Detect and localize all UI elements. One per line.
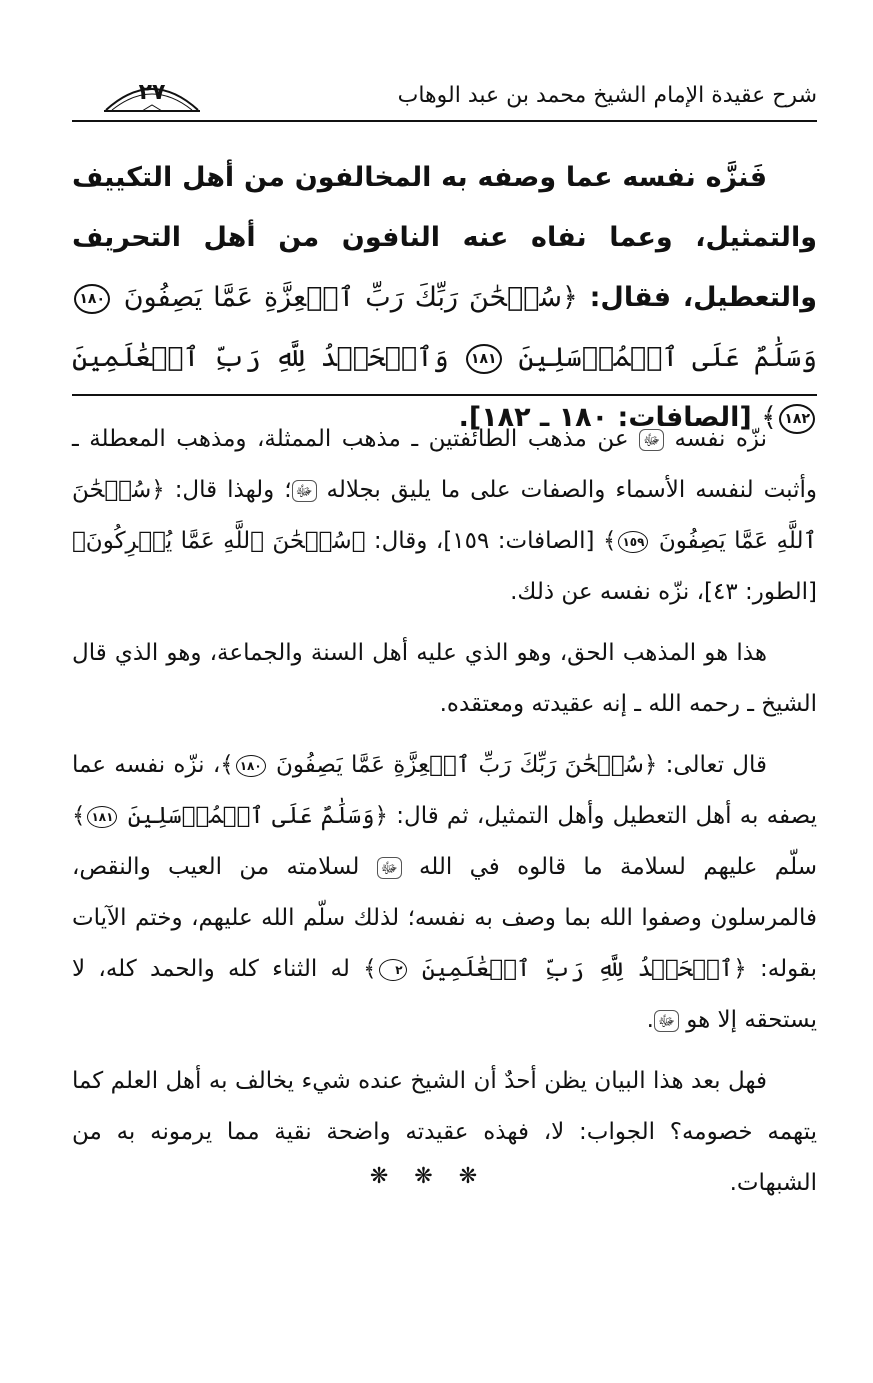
header-rule: [72, 120, 817, 122]
ayah-number-180: ١٨٠: [74, 284, 110, 314]
commentary-paragraph-3: [72, 740, 817, 1046]
honorific-glyph: ﷻ: [639, 429, 664, 451]
text-run: .: [646, 1007, 654, 1033]
ayah-number-2: ٢: [379, 959, 407, 981]
commentary-text: [72, 414, 817, 1219]
text-run: قال تعالى:: [665, 752, 768, 778]
honorific-glyph: ﷻ: [292, 480, 317, 502]
ayah-number-180: ١٨٠: [236, 755, 266, 777]
matn-commentary-divider: [72, 394, 817, 396]
text-run: عن مذهب الطائفتين ـ مذهب الممثلة، ومذهب المعطلة ـ وأثبت لنفسه الأسماء والصفات على ما يليق بجلاله: [72, 426, 818, 503]
page-number: ٢٧: [138, 80, 166, 105]
quran-verse: ﴿وَسَلَٰمٌ عَلَى ٱلۡمُرۡسَلِينَ: [127, 803, 389, 829]
ayah-number-182: ١٨٢: [779, 404, 815, 434]
section-end-stars: ❋❋❋: [369, 1164, 504, 1189]
commentary-paragraph-1: [72, 414, 817, 618]
page-number-ornament: [102, 74, 202, 114]
text-run: ﴾ له الثناء كله والحمد كله، لا يستحقه إلا هو: [72, 956, 817, 1033]
text-run: ﴾ سلّم عليهم لسلامة ما قالوه في الله: [72, 803, 817, 880]
matn-text: [72, 148, 817, 448]
matn-paragraph: [72, 148, 817, 448]
honorific-glyph: ﷻ: [377, 857, 402, 879]
quran-verse: ﴿سُبۡحَٰنَ ٱللَّهِ عَمَّا يُشۡرِكُونَ﴾: [72, 528, 366, 554]
quran-verse: ﴿سُبۡحَٰنَ ٱللَّهِ عَمَّا يَصِفُونَ: [72, 477, 817, 554]
text-run: ﴾، نزّه نفسه عما يصفه به أهل التعطيل وأهل التمثيل، ثم قال:: [72, 752, 817, 829]
text-run: [الطور: ٤٣]، نزّه نفسه عن ذلك.: [510, 579, 817, 605]
text-run: فهل بعد هذا البيان يظن أحدٌ أن الشيخ عنده شيء يخالف به أهل العلم كما يتهمه خصومه؟ الجواب: لا، فهذه عقيدته واضحة نقية مما يرمونه به من الشبهات.: [72, 1068, 817, 1196]
quran-verse-182: وَٱلۡحَمۡدُ لِلَّهِ رَبِّ ٱلۡعَٰلَمِينَ: [72, 342, 449, 373]
honorific-glyph: ﷻ: [654, 1010, 679, 1032]
text-run: ﴾ [الصافات: ١٥٩]، وقال:: [373, 528, 617, 554]
text-run: نزّه نفسه: [674, 426, 767, 452]
quran-verse: ﴿ٱلۡحَمۡدُ لِلَّهِ رَبِّ ٱلۡعَٰلَمِينَ: [421, 956, 747, 982]
matn-intro: فَنزَّه نفسه عما وصفه به المخالفون من أهل التكييف والتمثيل، وعما نفاه عنه النافون من أهل التحريف والتعطيل، فقال:: [72, 162, 817, 313]
text-run: ؛ ولهذا قال:: [174, 477, 292, 503]
quran-close-bracket: ﴾: [761, 402, 777, 433]
quran-verse-180: ﴿سُبۡحَٰنَ رَبِّكَ رَبِّ ٱلۡعِزَّةِ عَمَّا يَصِفُونَ: [123, 282, 578, 313]
ayah-number-159: ١٥٩: [618, 531, 648, 553]
text-run: هذا هو المذهب الحق، وهو الذي عليه أهل السنة والجماعة، وهو الذي قال الشيخ ـ رحمه الله ـ إنه عقيدته ومعتقده.: [72, 640, 817, 717]
ayah-number-181: ١٨١: [466, 344, 502, 374]
page-header: [72, 72, 817, 118]
text-run: لسلامته من العيب والنقص، فالمرسلون وصفوا الله بما وصف به نفسه؛ لذلك سلّم الله عليهم، وختم الآيات بقوله:: [72, 854, 817, 982]
ayah-number-181: ١٨١: [87, 806, 117, 828]
surah-reference: [الصافات: ١٨٠ ـ ١٨٢].: [458, 402, 752, 433]
quran-verse: ﴿سُبۡحَٰنَ رَبِّكَ رَبِّ ٱلۡعِزَّةِ عَمَّا يَصِفُونَ: [275, 752, 658, 778]
running-title: شرح عقيدة الإمام الشيخ محمد بن عبد الوهاب: [397, 83, 817, 108]
commentary-paragraph-2: [72, 628, 817, 730]
quran-verse-181: وَسَلَٰمٌ عَلَى ٱلۡمُرۡسَلِينَ: [518, 342, 817, 373]
